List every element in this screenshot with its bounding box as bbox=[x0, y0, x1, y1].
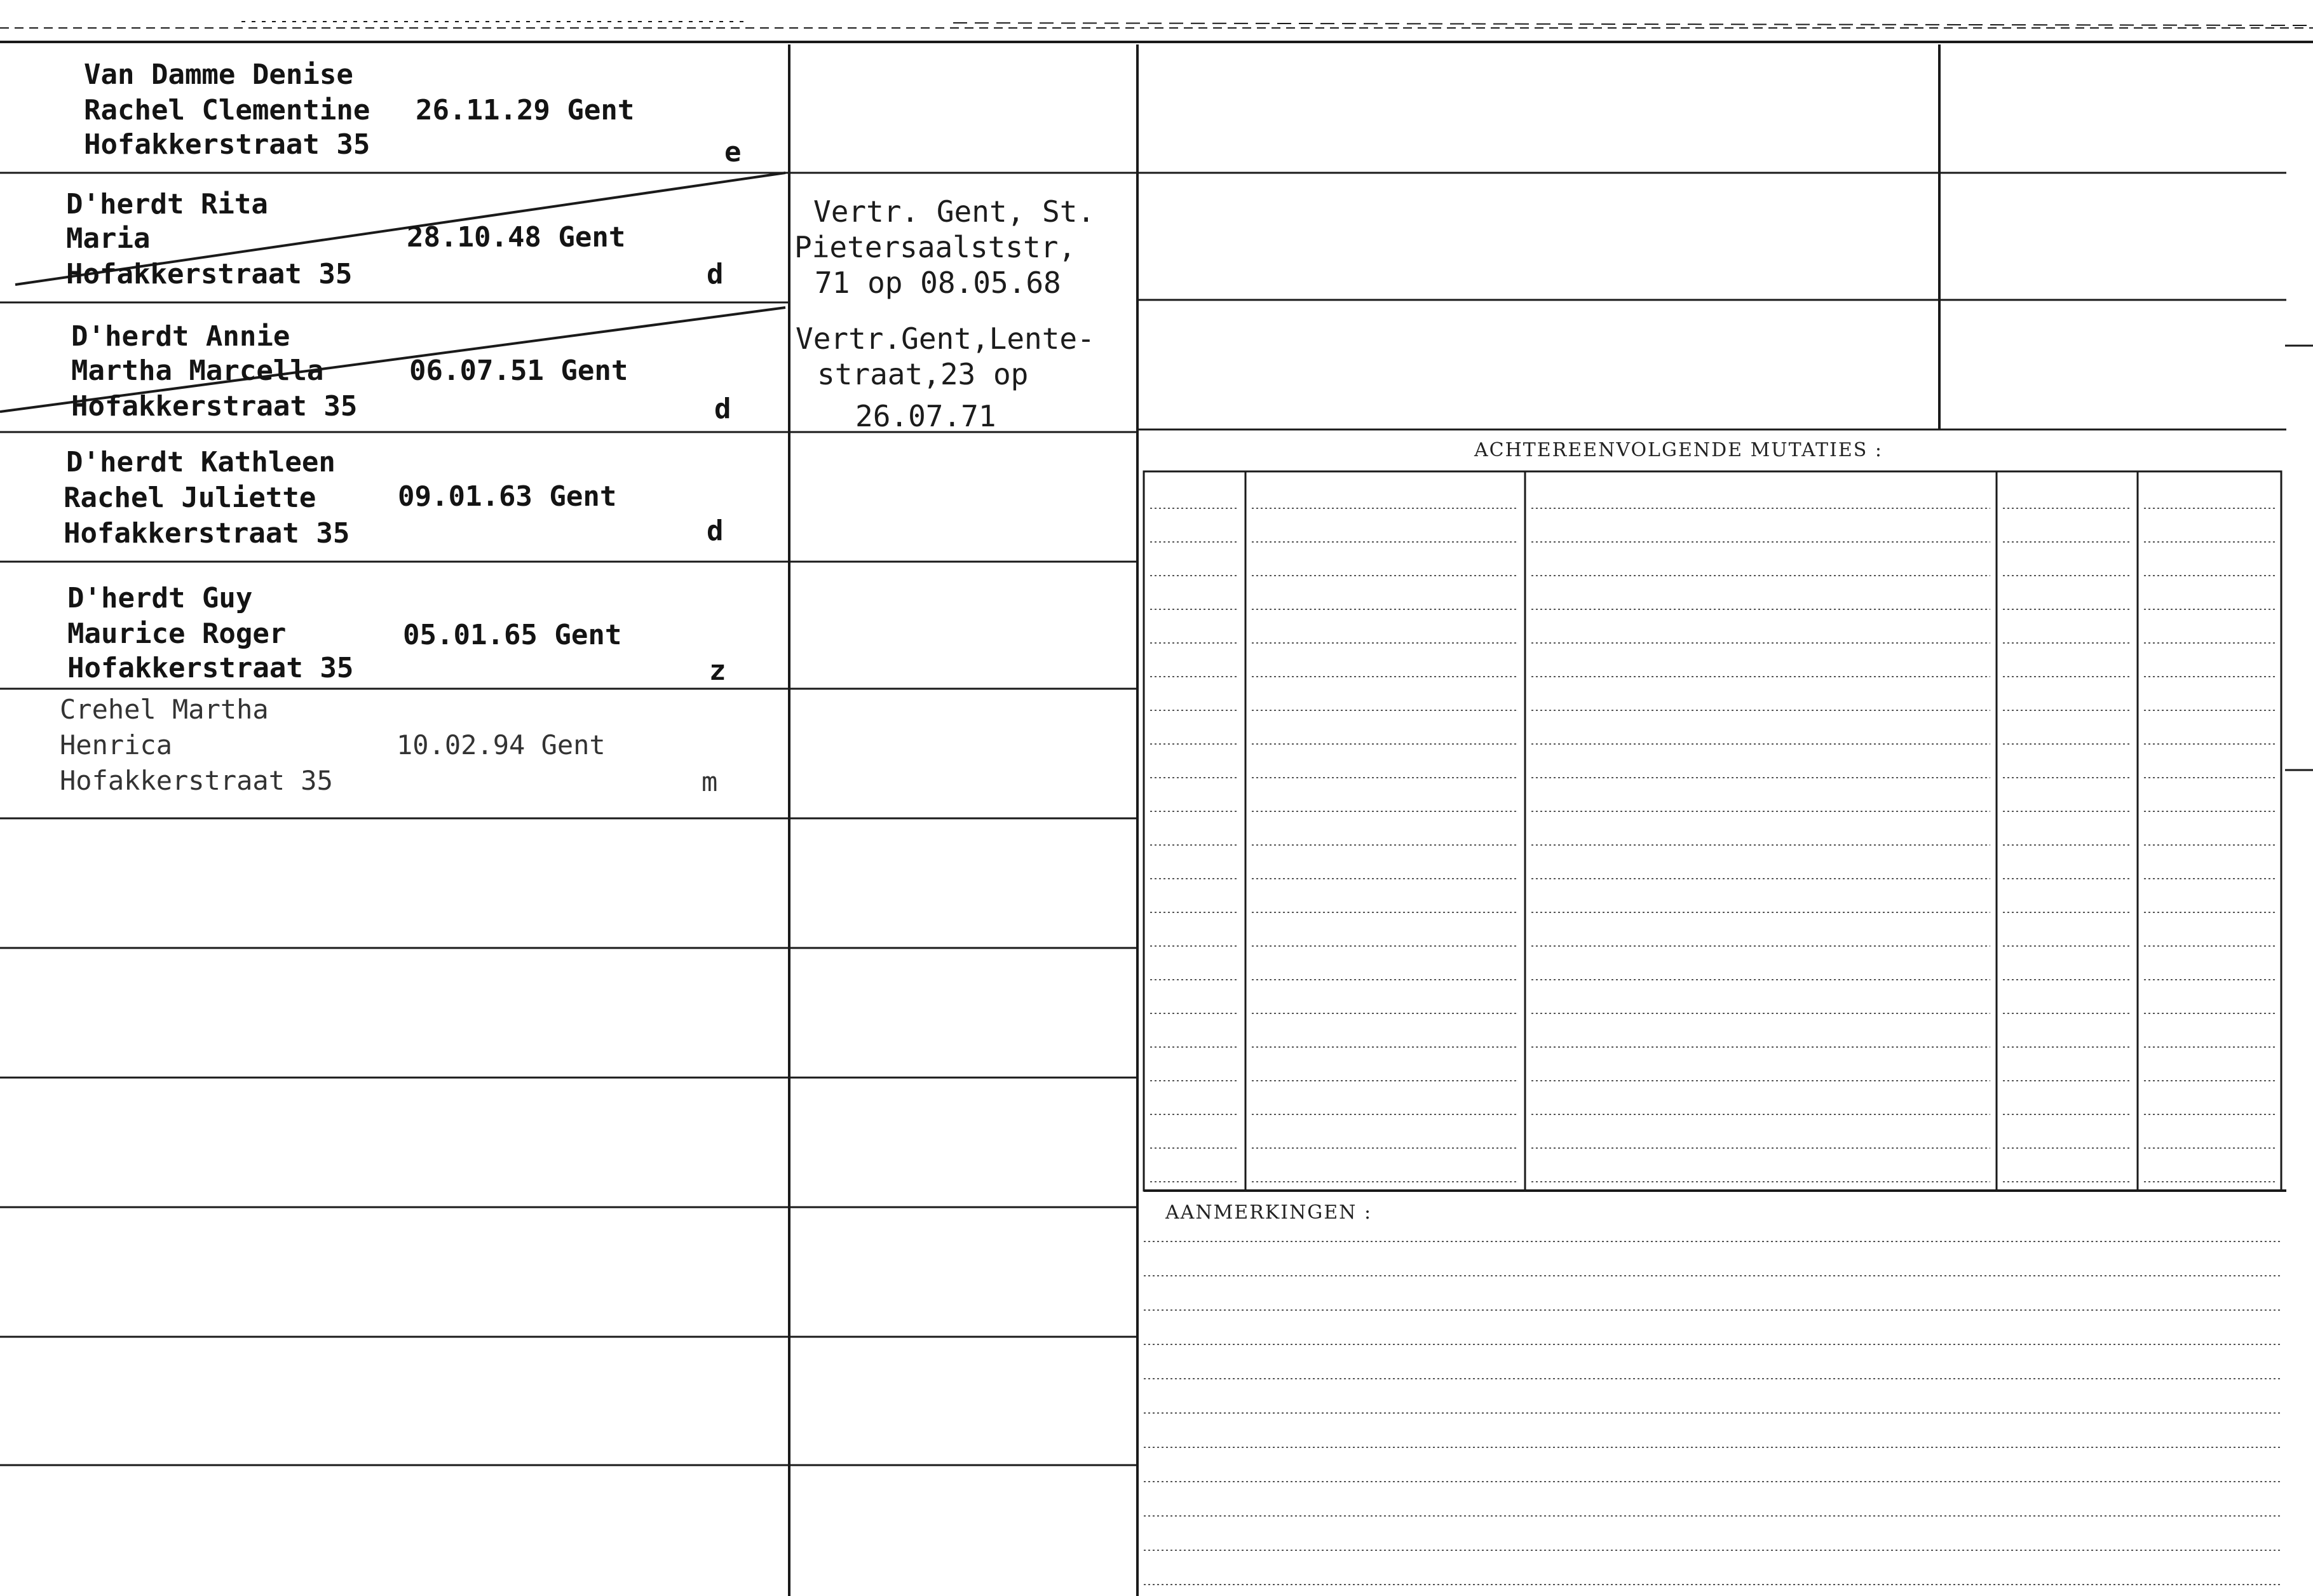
person-3-birth: 06.07.51 Gent bbox=[409, 355, 628, 387]
person-1-relation: e bbox=[724, 136, 742, 168]
person-2-birth: 28.10.48 Gent bbox=[407, 221, 626, 254]
person-1-name: Van Damme Denise bbox=[84, 58, 353, 91]
person-3-relation: d bbox=[714, 393, 731, 425]
person-5-name: D'herdt Guy bbox=[67, 582, 253, 614]
person-3-departure-line-3: 26.07.71 bbox=[855, 399, 996, 433]
person-4-relation: d bbox=[707, 515, 724, 547]
person-4-address: Hofakkerstraat 35 bbox=[64, 517, 350, 550]
person-5-address: Hofakkerstraat 35 bbox=[67, 652, 354, 684]
person-4-birth: 09.01.63 Gent bbox=[398, 480, 617, 513]
person-3-address: Hofakkerstraat 35 bbox=[71, 390, 358, 423]
mutations-table bbox=[1144, 471, 2286, 1191]
person-2-middle-names: Maria bbox=[66, 222, 151, 255]
mutations-header: ACHTEREENVOLGENDE MUTATIES : bbox=[1474, 439, 1883, 461]
person-3-middle-names: Martha Marcella bbox=[71, 355, 324, 387]
person-3-departure-line-1: Vertr.Gent,Lente- bbox=[796, 321, 1095, 356]
person-5-relation: z bbox=[709, 654, 726, 687]
person-2-relation: d bbox=[707, 258, 724, 290]
person-4-name: D'herdt Kathleen bbox=[66, 446, 336, 478]
person-2-departure-line-2: Pietersaalststr, bbox=[794, 230, 1076, 264]
person-2-departure-line-3: 71 op 08.05.68 bbox=[815, 266, 1061, 300]
person-4-middle-names: Rachel Juliette bbox=[64, 482, 316, 514]
remarks-header: AANMERKINGEN : bbox=[1165, 1201, 1373, 1224]
person-2-address: Hofakkerstraat 35 bbox=[66, 258, 353, 290]
person-6-birth: 10.02.94 Gent bbox=[397, 729, 606, 761]
person-1-birth: 26.11.29 Gent bbox=[416, 94, 635, 126]
person-6-relation: m bbox=[702, 766, 718, 797]
person-2-departure-line-1: Vertr. Gent, St. bbox=[813, 194, 1095, 229]
mutations-dotted-rows bbox=[1150, 508, 2275, 1182]
person-6-middle-names: Henrica bbox=[60, 729, 173, 761]
person-5-middle-names: Maurice Roger bbox=[67, 618, 287, 650]
person-2-name: D'herdt Rita bbox=[66, 188, 268, 220]
person-6-name: Crehel Martha bbox=[60, 694, 269, 725]
person-1-address: Hofakkerstraat 35 bbox=[84, 128, 370, 161]
remarks-dotted-rows bbox=[1144, 1241, 2281, 1585]
person-3-name: D'herdt Annie bbox=[71, 320, 290, 353]
person-6-address: Hofakkerstraat 35 bbox=[60, 765, 333, 796]
person-5-birth: 05.01.65 Gent bbox=[403, 619, 622, 651]
person-3-departure-line-2: straat,23 op bbox=[817, 357, 1029, 391]
person-1-middle-names: Rachel Clementine bbox=[84, 94, 370, 126]
top-edge-rule bbox=[0, 22, 2313, 42]
